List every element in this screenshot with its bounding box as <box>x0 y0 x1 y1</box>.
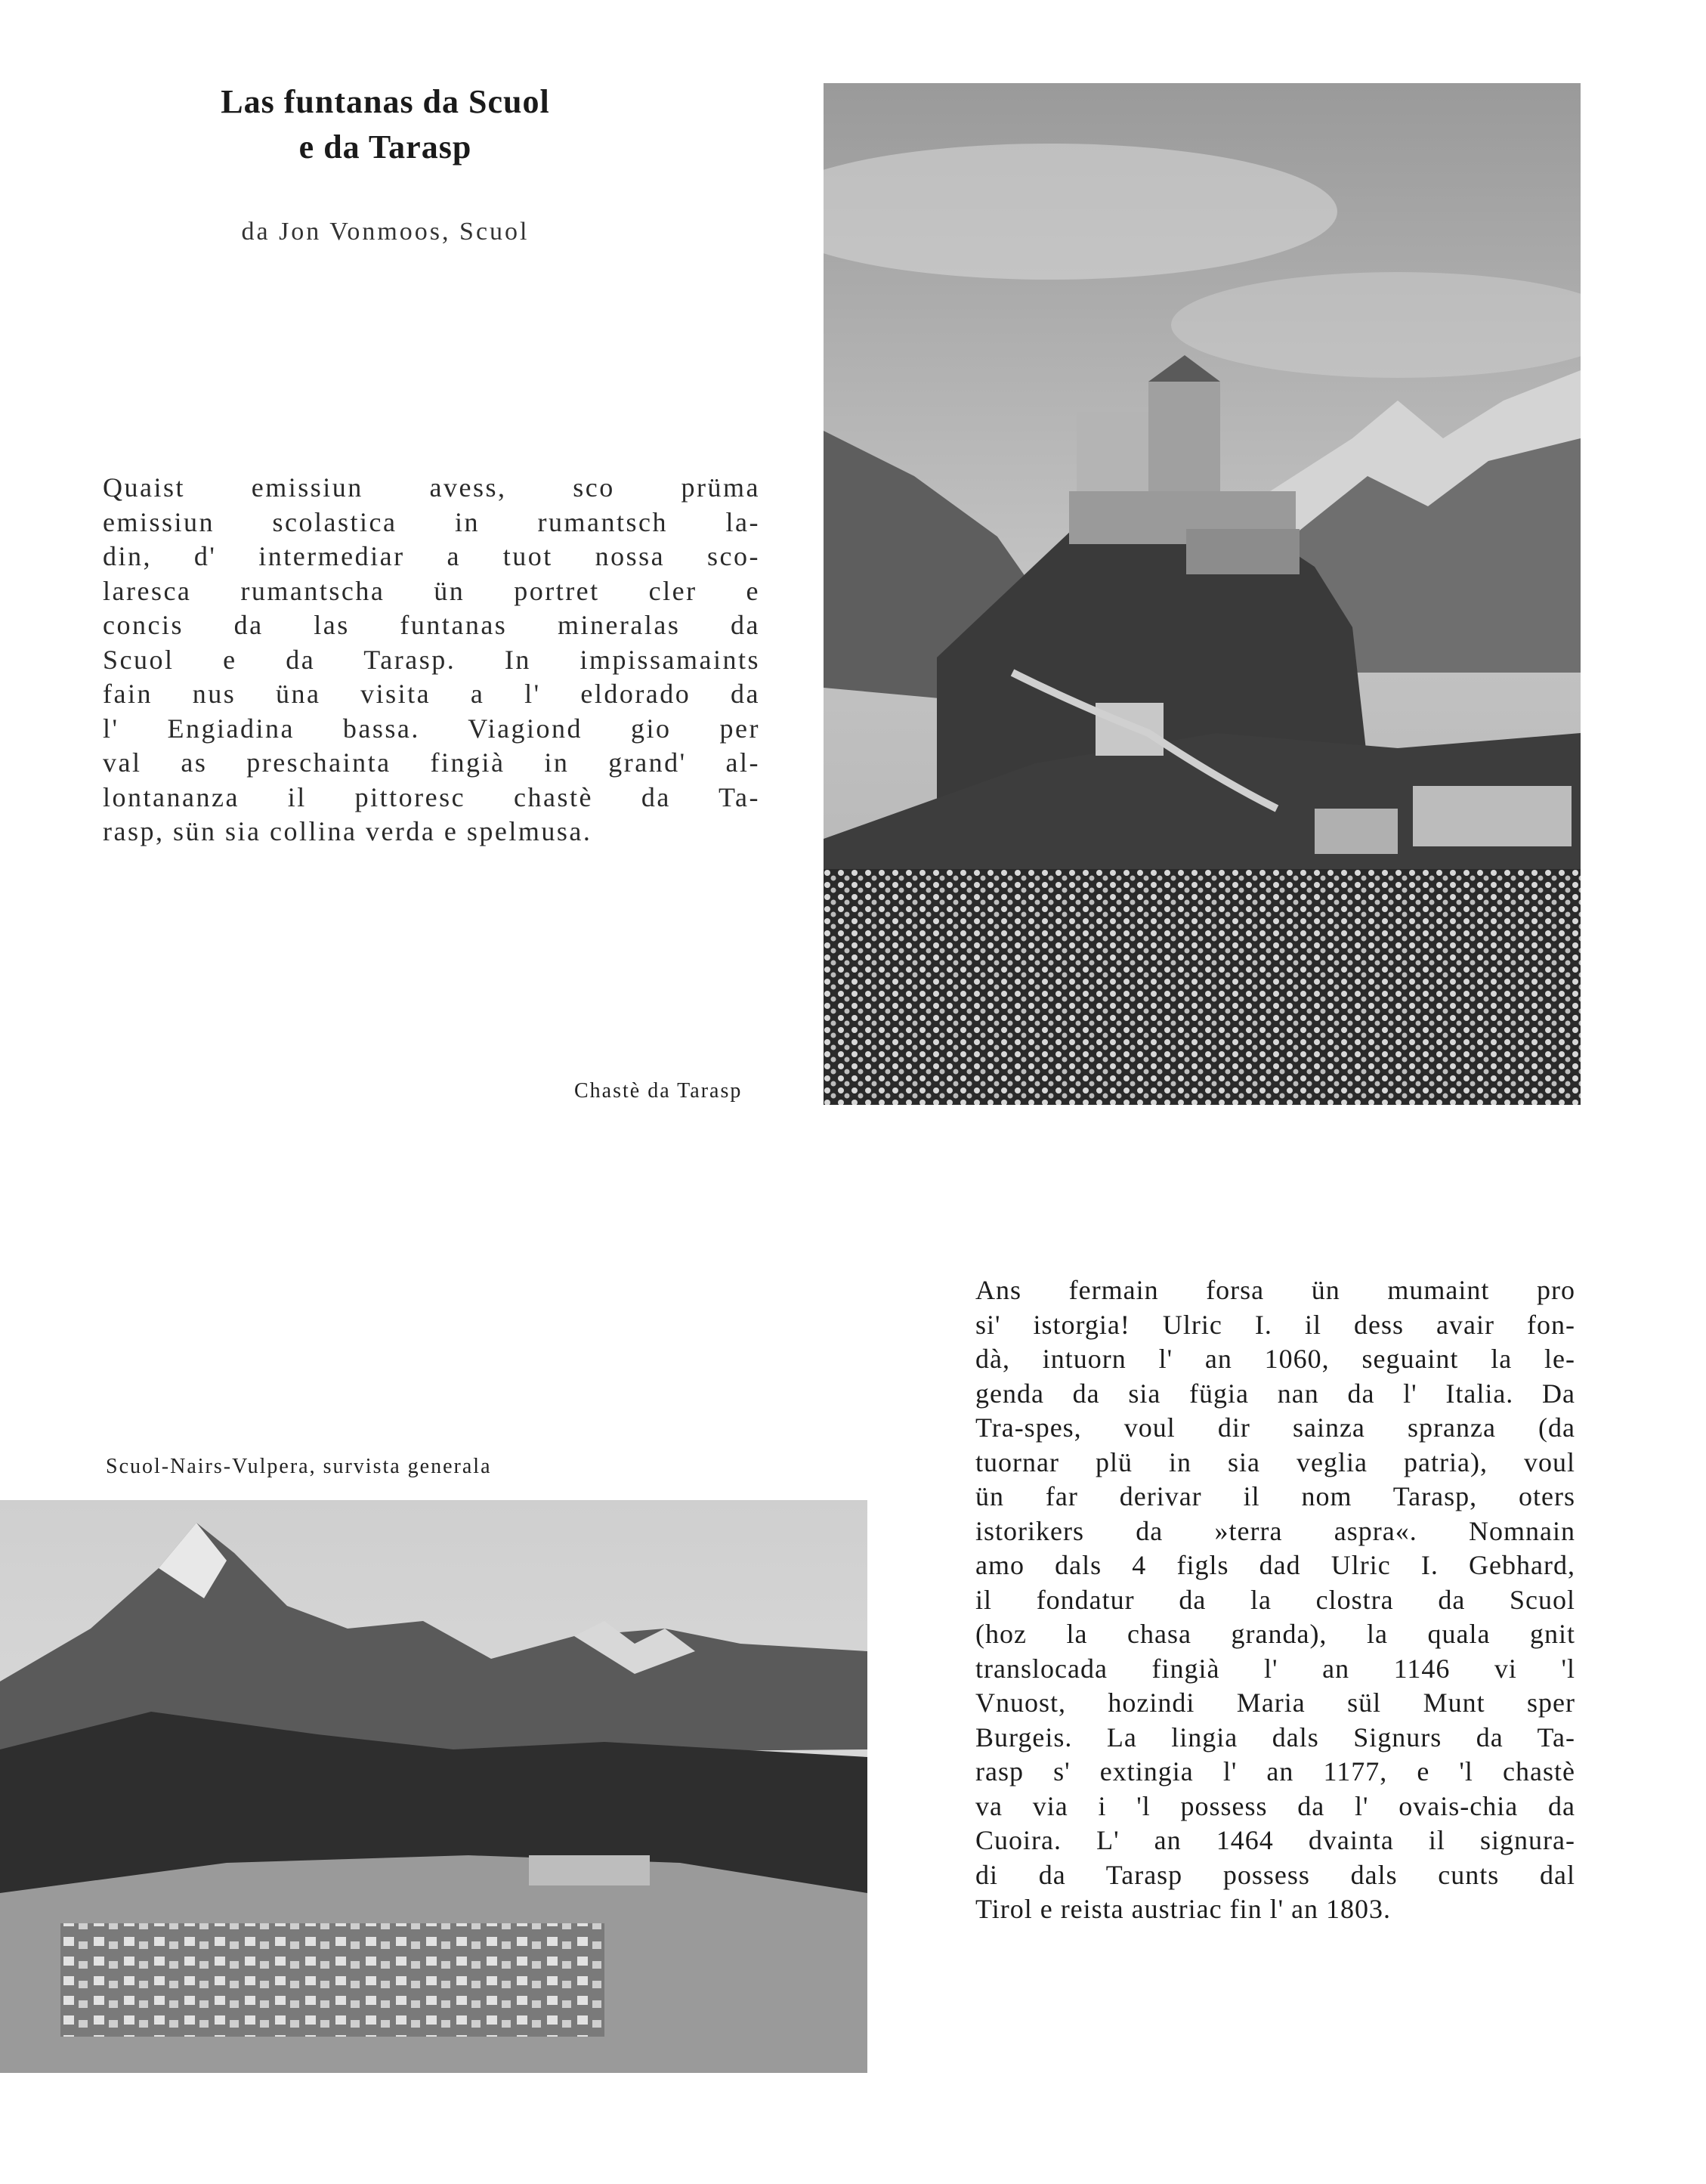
intro-line: Quaist emissiun avess, sco prüma <box>103 472 760 503</box>
intro-line: lontananza il pittoresc chastè da Ta- <box>103 781 760 812</box>
history-line: translocada fingià l' an 1146 vi 'l <box>975 1653 1575 1684</box>
article-title <box>98 79 672 170</box>
intro-line: laresca rumantscha ün portret cler e <box>103 575 760 606</box>
history-line: genda da sia fügia nan da l' Italia. Da <box>975 1378 1575 1409</box>
intro-line: val as preschainta fingià in grand' al- <box>103 747 760 778</box>
history-line: Vnuost, hozindi Maria sül Munt sper <box>975 1687 1575 1718</box>
castle-tarasp-photo <box>824 83 1581 1105</box>
history-line: Cuoira. L' an 1464 dvainta il signura- <box>975 1825 1575 1855</box>
history-line: Tirol e reista austriac fin l' an 1803. <box>975 1894 1392 1924</box>
history-line: istorikers da »terra aspra«. Nomnain <box>975 1515 1575 1546</box>
intro-line: rasp, sün sia collina verda e spelmusa. <box>103 816 592 846</box>
history-line: Burgeis. La lingia dals Signurs da Ta- <box>975 1722 1575 1752</box>
history-line: si' istorgia! Ulric I. il dess avair fon- <box>975 1309 1575 1340</box>
history-line: rasp s' extingia l' an 1177, e 'l chastè <box>975 1756 1575 1786</box>
intro-line: fain nus üna visita a l' eldorado da <box>103 679 760 709</box>
intro-paragraph <box>103 471 760 849</box>
history-line: Tra-spes, voul dir sainza spranza (da <box>975 1412 1575 1443</box>
history-line: dà, intuorn l' an 1060, seguaint la le- <box>975 1344 1575 1374</box>
history-line: (hoz la chasa granda), la quala gnit <box>975 1619 1575 1649</box>
intro-line: l' Engiadina bassa. Viagiond gio per <box>103 713 760 744</box>
history-line: Ans fermain forsa ün mumaint pro <box>975 1275 1575 1305</box>
history-line: di da Tarasp possess dals cunts dal <box>975 1859 1575 1890</box>
intro-line: din, d' intermediar a tuot nossa sco- <box>103 541 760 571</box>
article-title-line-2: e da Tarasp <box>298 128 472 166</box>
history-line: tuornar plü in sia veglia patria), voul <box>975 1446 1575 1477</box>
history-paragraph <box>975 1273 1575 1927</box>
village-photo-caption: Scuol-Nairs-Vulpera, survista generala <box>106 1455 492 1478</box>
history-line: il fondatur da la clostra da Scuol <box>975 1584 1575 1615</box>
intro-line: Scuol e da Tarasp. In impissamaints <box>103 644 760 675</box>
castle-photo-caption: Chastè da Tarasp <box>574 1079 743 1103</box>
author-byline: da Jon Vonmoos, Scuol <box>241 218 530 246</box>
intro-line: emissiun scolastica in rumantsch la- <box>103 506 760 537</box>
scuol-village-photo <box>0 1500 867 2073</box>
article-title-line-1: Las funtanas da Scuol <box>221 83 550 120</box>
history-line: va via i 'l possess da l' ovais-chia da <box>975 1790 1575 1821</box>
history-line: ün far derivar il nom Tarasp, oters <box>975 1481 1575 1511</box>
intro-line: concis da las funtanas mineralas da <box>103 610 760 640</box>
history-line: amo dals 4 figls dad Ulric I. Gebhard, <box>975 1550 1575 1580</box>
